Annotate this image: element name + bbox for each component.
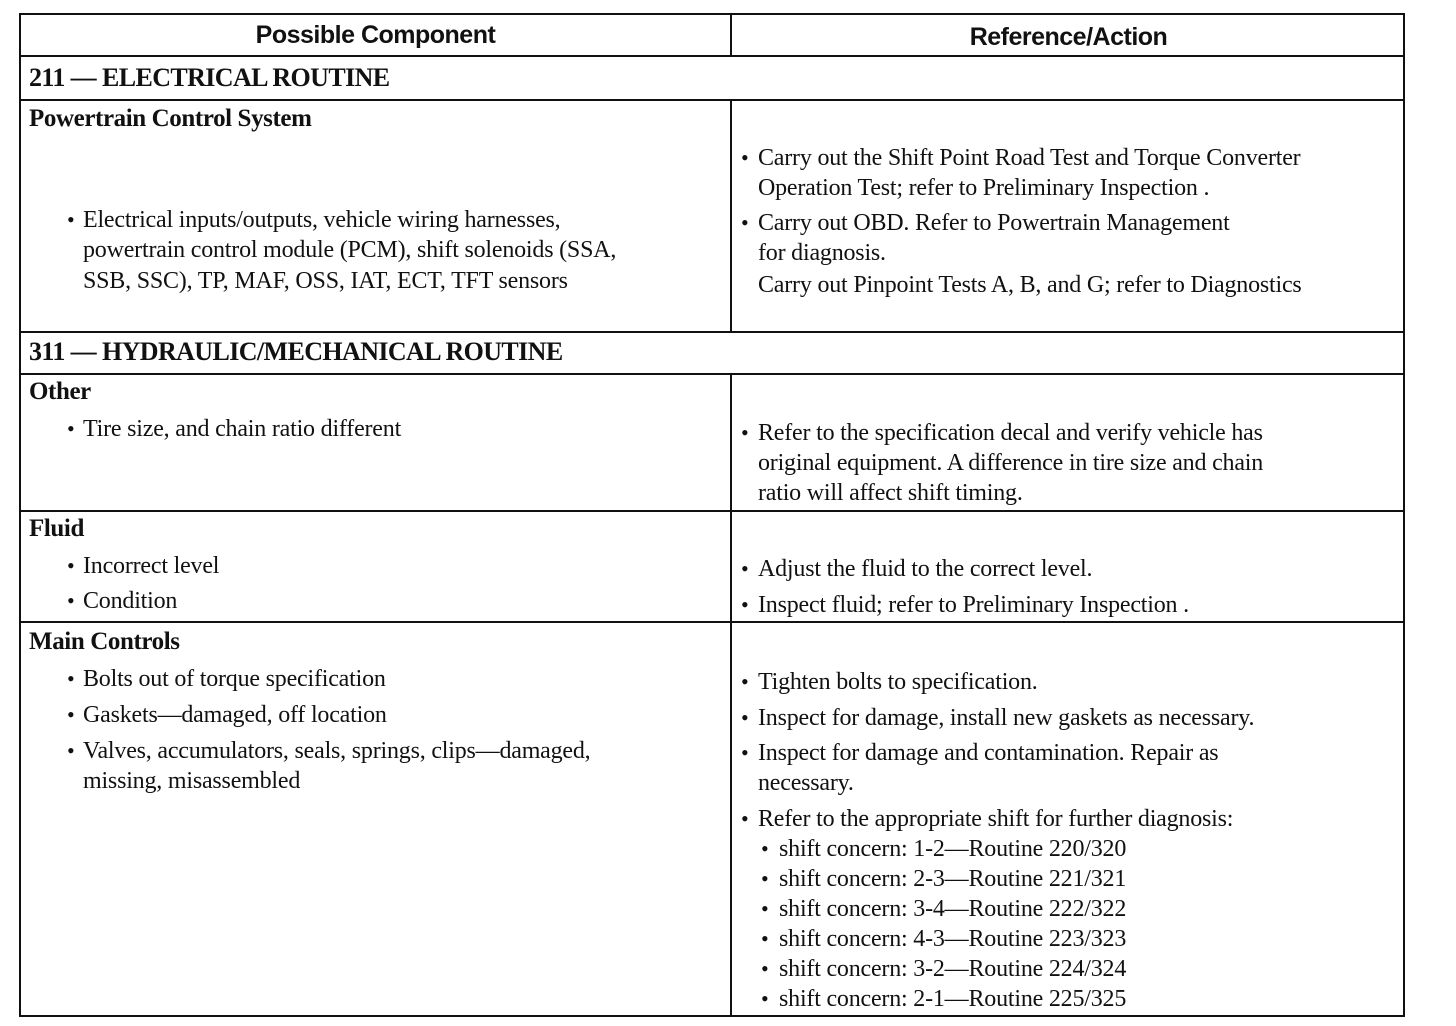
row-divider — [21, 510, 1403, 512]
bullet-icon: • — [67, 416, 75, 441]
fluid-component: Condition — [83, 588, 178, 614]
other-component: Tire size, and chain ratio different — [83, 416, 402, 442]
column-header-component: Possible Component — [255, 21, 496, 49]
powertrain-component-line: powertrain control module (PCM), shift solenoids (SSA, — [83, 237, 617, 263]
bullet-icon: • — [67, 588, 75, 613]
section-title-hydraulic: 311 — HYDRAULIC/MECHANICAL ROUTINE — [29, 337, 563, 366]
shift-routine-item: shift concern: 1-2—Routine 220/320 — [779, 836, 1127, 862]
bullet-icon: • — [761, 926, 769, 951]
powertrain-action-line: Carry out Pinpoint Tests A, B, and G; refer to Diagnostics — [758, 272, 1302, 298]
section-title-electrical: 211 — ELECTRICAL ROUTINE — [29, 63, 390, 92]
fluid-title: Fluid — [29, 515, 84, 542]
shift-routine-item: shift concern: 3-4—Routine 222/322 — [779, 896, 1127, 922]
main-controls-action: Refer to the appropriate shift for further diagnosis: — [758, 806, 1234, 832]
other-action-line: ratio will affect shift timing. — [758, 480, 1023, 506]
fluid-component: Incorrect level — [83, 553, 220, 579]
bullet-icon: • — [741, 592, 749, 617]
bullet-icon: • — [67, 738, 75, 763]
powertrain-action-line: Carry out OBD. Refer to Powertrain Management — [758, 210, 1230, 236]
bullet-icon: • — [741, 556, 749, 581]
bullet-icon: • — [741, 806, 749, 831]
diagnosis-table — [19, 13, 1405, 1017]
other-action-line: Refer to the specification decal and verify vehicle has — [758, 420, 1263, 446]
powertrain-component-line: Electrical inputs/outputs, vehicle wiring harnesses, — [83, 207, 561, 233]
bullet-icon: • — [741, 420, 749, 445]
bullet-icon: • — [761, 986, 769, 1011]
main-controls-action: Inspect for damage and contamination. Repair as — [758, 740, 1219, 766]
main-controls-component: missing, misassembled — [83, 768, 301, 794]
row-divider — [21, 99, 1403, 101]
bullet-icon: • — [741, 145, 749, 170]
bullet-icon: • — [741, 705, 749, 730]
main-controls-title: Main Controls — [29, 628, 180, 655]
other-action-line: original equipment. A difference in tire size and chain — [758, 450, 1264, 476]
main-controls-component: Valves, accumulators, seals, springs, clips—damaged, — [83, 738, 591, 764]
bullet-icon: • — [741, 669, 749, 694]
main-controls-component: Gaskets—damaged, off location — [83, 702, 387, 728]
shift-routine-item: shift concern: 2-3—Routine 221/321 — [779, 866, 1127, 892]
row-divider — [21, 373, 1403, 375]
powertrain-action-line: for diagnosis. — [758, 240, 886, 266]
column-divider — [730, 373, 732, 1017]
column-divider — [730, 99, 732, 333]
fluid-action: Inspect fluid; refer to Preliminary Inspection . — [758, 592, 1189, 618]
powertrain-component-line: SSB, SSC), TP, MAF, OSS, IAT, ECT, TFT sensors — [83, 268, 568, 294]
powertrain-action-line: Operation Test; refer to Preliminary Inspection . — [758, 175, 1210, 201]
column-header-action: Reference/Action — [969, 23, 1168, 51]
shift-routine-item: shift concern: 3-2—Routine 224/324 — [779, 956, 1127, 982]
powertrain-title: Powertrain Control System — [29, 105, 312, 132]
bullet-icon: • — [67, 702, 75, 727]
bullet-icon: • — [67, 207, 75, 232]
bullet-icon: • — [67, 666, 75, 691]
powertrain-action-line: Carry out the Shift Point Road Test and Torque Converter — [758, 145, 1301, 171]
header-divider — [21, 55, 1403, 57]
bullet-icon: • — [741, 740, 749, 765]
bullet-icon: • — [761, 836, 769, 861]
other-title: Other — [29, 378, 91, 405]
shift-routine-item: shift concern: 4-3—Routine 223/323 — [779, 926, 1127, 952]
main-controls-action: necessary. — [758, 770, 854, 796]
shift-routine-item: shift concern: 2-1—Routine 225/325 — [779, 986, 1127, 1012]
bullet-icon: • — [67, 553, 75, 578]
bullet-icon: • — [761, 866, 769, 891]
row-divider — [21, 331, 1403, 333]
main-controls-action: Tighten bolts to specification. — [758, 669, 1038, 695]
fluid-action: Adjust the fluid to the correct level. — [758, 556, 1093, 582]
bullet-icon: • — [741, 210, 749, 235]
bullet-icon: • — [761, 896, 769, 921]
main-controls-component: Bolts out of torque specification — [83, 666, 386, 692]
main-controls-action: Inspect for damage, install new gaskets as necessary. — [758, 705, 1255, 731]
row-divider — [21, 621, 1403, 623]
bullet-icon: • — [761, 956, 769, 981]
